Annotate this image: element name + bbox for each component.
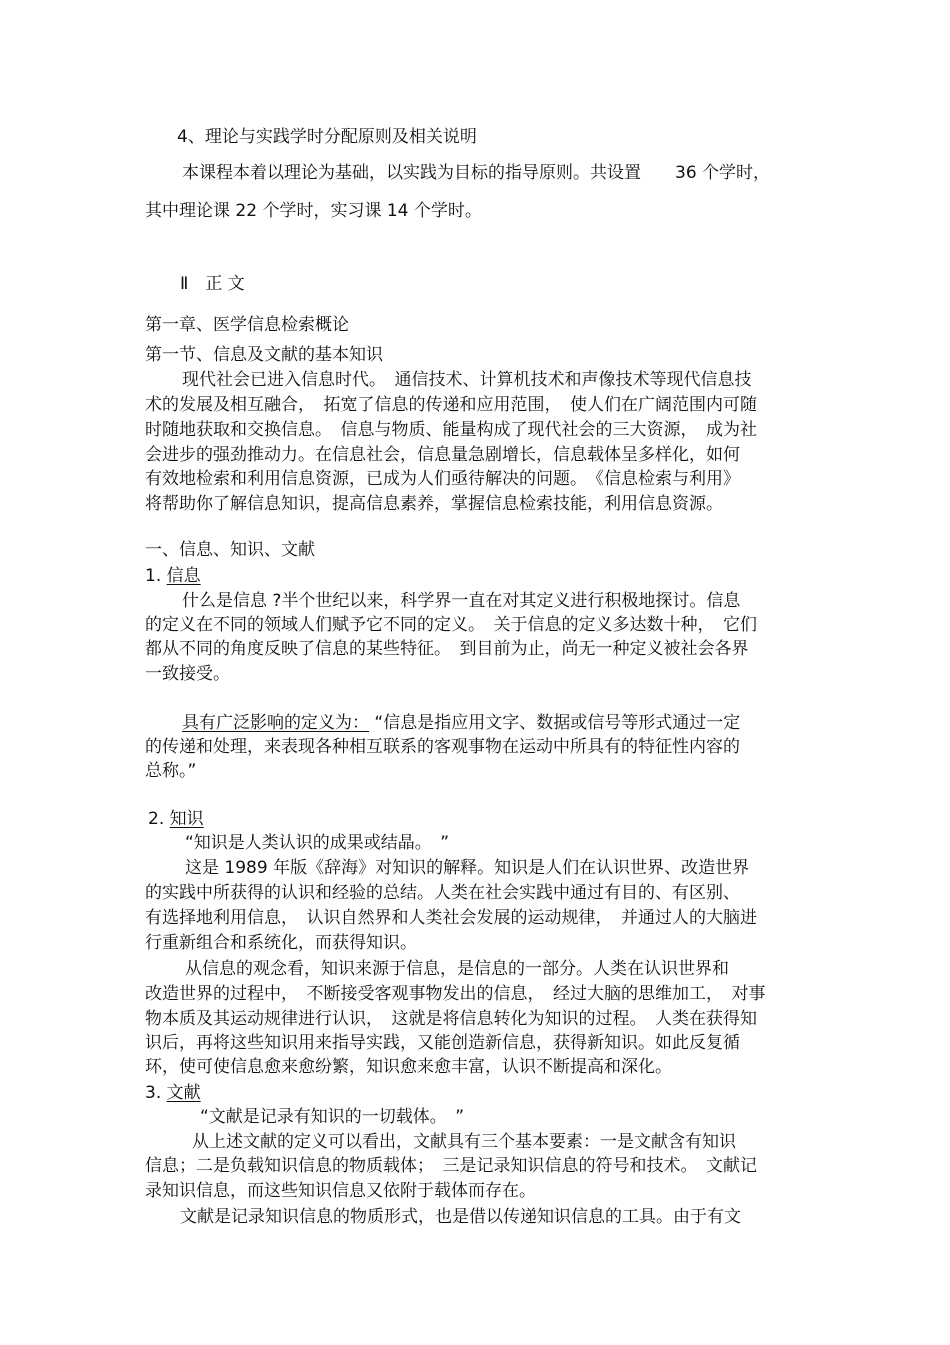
definition-text: “信息是指应用文字、数据或信号等形式通过一定 — [374, 713, 741, 733]
item1-para-line: 什么是信息 ?半个世纪以来，科学界一直在对其定义进行积极地探讨。信息 — [182, 591, 741, 611]
item3-title: 文献 — [166, 1083, 201, 1103]
item3-quote: “文献是记录有知识的一切载体。 ” — [200, 1107, 465, 1127]
item1-definition — [182, 712, 740, 734]
intro-line: 时随地获取和交换信息。 信息与物质、能量构成了现代社会的三大资源， 成为社 — [145, 420, 757, 440]
item2-para-line: 有选择地利用信息， 认识自然界和人类社会发展的运动规律， 并通过人的大脑进 — [145, 908, 757, 928]
item3-para-line: 从上述文献的定义可以看出，文献具有三个基本要素：一是文献含有知识 — [192, 1132, 736, 1152]
item3-para-line: 文献是记录知识信息的物质形式，也是借以传递知识信息的工具。由于有文 — [180, 1207, 741, 1227]
item2-para-line: 从信息的观念看，知识来源于信息，是信息的一部分。人类在认识世界和 — [185, 959, 729, 979]
item2-number: 2. — [148, 809, 165, 829]
item2-para-line: 行重新组合和系统化，而获得知识。 — [145, 933, 417, 953]
section-title: 第一节、信息及文献的基本知识 — [145, 345, 383, 365]
section4-line-2: 其中理论课 22 个学时，实习课 14 个学时。 — [145, 201, 482, 221]
item2-para-line: 这是 1989 年版《辞海》对知识的解释。知识是人们在认识世界、改造世界 — [185, 858, 750, 878]
item1-number: 1. — [145, 566, 162, 586]
item1-title: 信息 — [166, 566, 201, 586]
definition-line: 总称。” — [145, 761, 197, 781]
item3-heading — [145, 1082, 201, 1104]
definition-label: 具有广泛影响的定义为： — [182, 713, 369, 733]
intro-line: 将帮助你了解信息知识，提高信息素养，掌握信息检索技能，利用信息资源。 — [145, 494, 723, 514]
definition-line: 的传递和处理，来表现各种相互联系的客观事物在运动中所具有的特征性内容的 — [145, 737, 740, 757]
intro-line: 会进步的强劲推动力。在信息社会，信息量急剧增长，信息载体呈多样化，如何 — [145, 445, 740, 465]
section4-line-1: 本课程本着以理论为基础，以实践为目标的指导原则。共设置 36 个学时， — [182, 163, 771, 183]
item2-quote: “知识是人类认识的成果或结晶。 ” — [185, 833, 450, 853]
item2-para-line: 改造世界的过程中， 不断接受客观事物发出的信息， 经过大脑的思维加工， 对事 — [145, 984, 766, 1004]
part2-heading: Ⅱ 正 文 — [180, 274, 245, 294]
intro-line: 术的发展及相互融合， 拓宽了信息的传递和应用范围， 使人们在广阔范围内可随 — [145, 395, 757, 415]
item2-title: 知识 — [169, 809, 204, 829]
chapter-title: 第一章、医学信息检索概论 — [145, 315, 349, 335]
item2-para-line: 物本质及其运动规律进行认识， 这就是将信息转化为知识的过程。 人类在获得知 — [145, 1009, 757, 1029]
intro-line: 现代社会已进入信息时代。 通信技术、计算机技术和声像技术等现代信息技 — [182, 370, 752, 390]
intro-line: 有效地检索和利用信息资源，已成为人们亟待解决的问题。 《信息检索与利用》 — [145, 469, 740, 489]
item2-heading — [148, 808, 204, 830]
item1-para-line: 都从不同的角度反映了信息的某些特征。 到目前为止，尚无一种定义被社会各界 — [145, 639, 749, 659]
item1-para-line: 的定义在不同的领域人们赋予它不同的定义。 关于信息的定义多达数十种， 它们 — [145, 615, 757, 635]
item2-para-line: 环，使可使信息愈来愈纷繁，知识愈来愈丰富，认识不断提高和深化。 — [145, 1057, 672, 1077]
section4-title: 4、理论与实践学时分配原则及相关说明 — [177, 127, 477, 147]
subsection-title: 一、信息、知识、文献 — [145, 540, 315, 560]
item2-para-line: 的实践中所获得的认识和经验的总结。人类在社会实践中通过有目的、有区别、 — [145, 883, 740, 903]
item3-para-line: 录知识信息，而这些知识信息又依附于载体而存在。 — [145, 1181, 536, 1201]
item3-number: 3. — [145, 1083, 162, 1103]
item1-heading — [145, 565, 201, 587]
item3-para-line: 信息；二是负载知识信息的物质载体； 三是记录知识信息的符号和技术。 文献记 — [145, 1156, 757, 1176]
item2-para-line: 识后，再将这些知识用来指导实践，又能创造新信息，获得新知识。如此反复循 — [145, 1033, 740, 1053]
item1-para-line: 一致接受。 — [145, 664, 230, 684]
